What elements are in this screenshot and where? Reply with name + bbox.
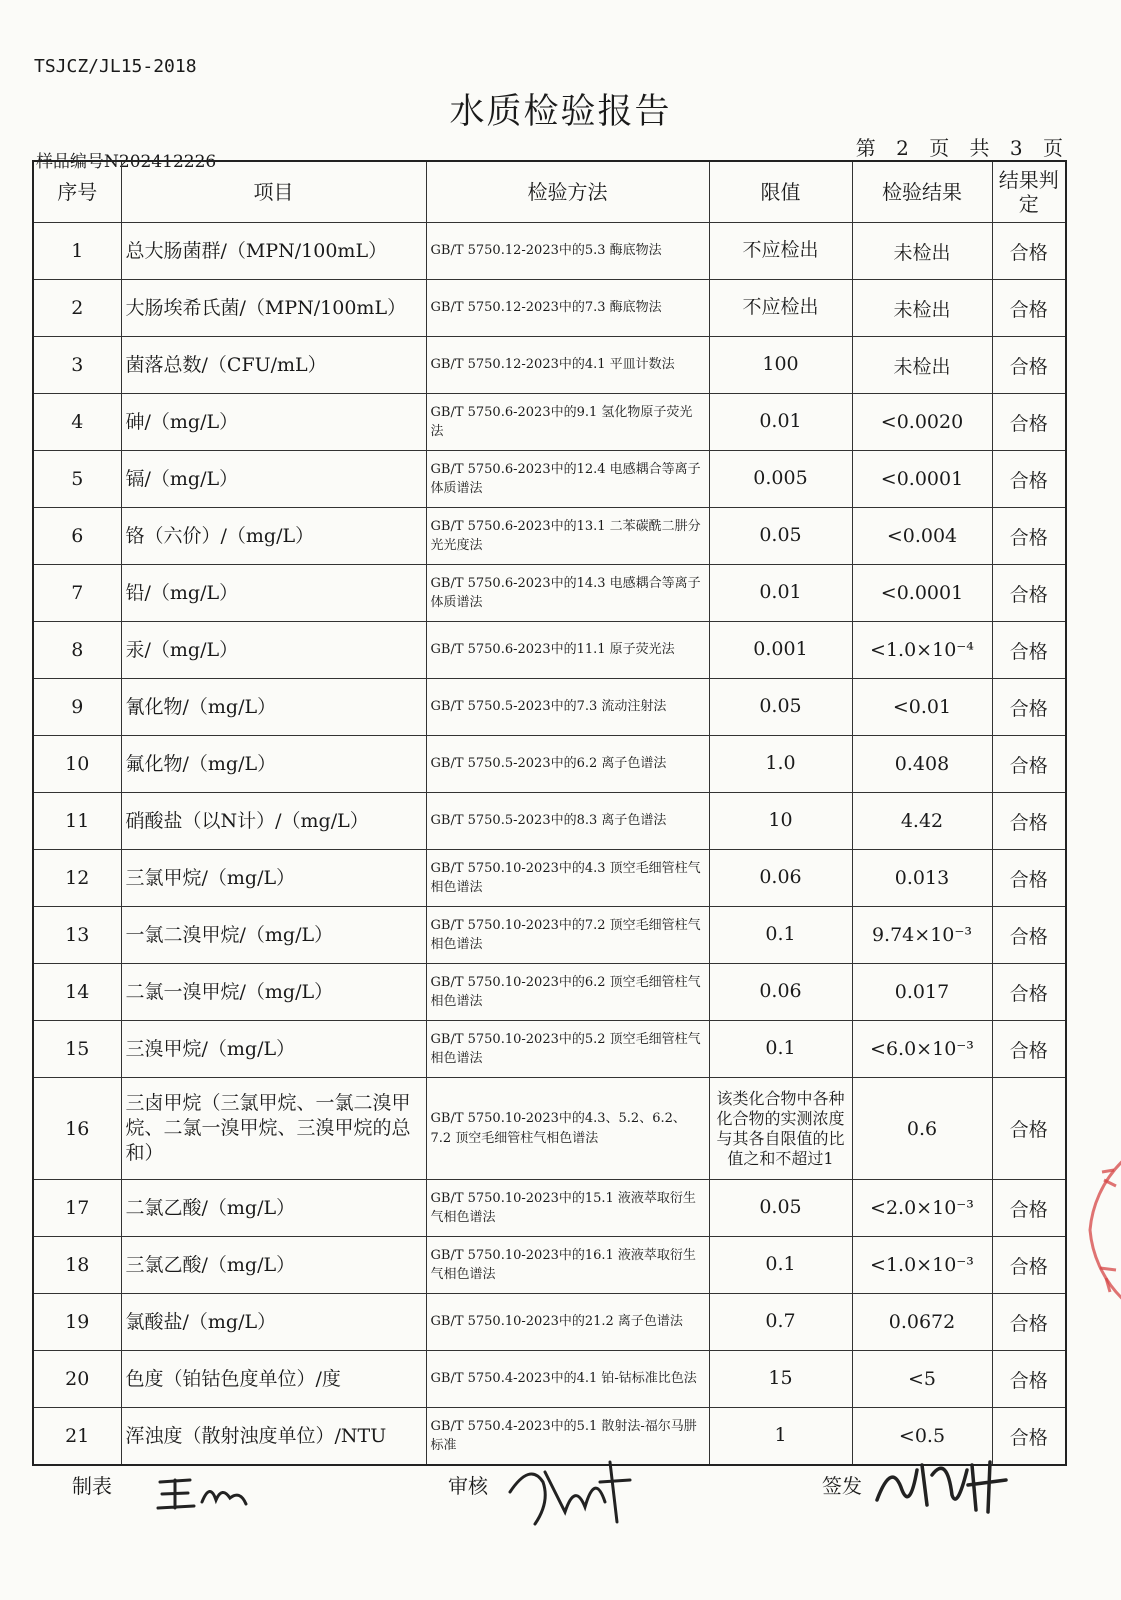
- row-result: 0.013: [852, 850, 992, 907]
- row-limit: 0.05: [709, 679, 852, 736]
- row-limit: 0.005: [709, 451, 852, 508]
- report-title: 水质检验报告: [449, 92, 672, 132]
- row-limit: 0.05: [709, 1180, 852, 1237]
- row-method: GB/T 5750.10-2023中的21.2 离子色谱法: [426, 1294, 709, 1351]
- row-number: 6: [33, 508, 121, 565]
- row-item: 三氯乙酸/（mg/L）: [121, 1237, 426, 1294]
- table-row: [33, 1180, 1066, 1237]
- row-verdict: 合格: [992, 1351, 1066, 1408]
- row-method: GB/T 5750.6-2023中的14.3 电感耦合等离子体质谱法: [426, 565, 709, 622]
- row-number: 16: [33, 1078, 121, 1180]
- row-item: 氟化物/（mg/L）: [121, 736, 426, 793]
- table-body: [33, 223, 1066, 1466]
- table-row: [33, 1021, 1066, 1078]
- official-stamp: [1080, 1120, 1121, 1340]
- row-method: GB/T 5750.10-2023中的5.2 顶空毛细管柱气相色谱法: [426, 1021, 709, 1078]
- row-item: 二氯乙酸/（mg/L）: [121, 1180, 426, 1237]
- row-item: 砷/（mg/L）: [121, 394, 426, 451]
- row-limit: 0.01: [709, 565, 852, 622]
- row-result: <0.0001: [852, 451, 992, 508]
- header-method: 检验方法: [426, 161, 709, 223]
- row-method: GB/T 5750.6-2023中的11.1 原子荧光法: [426, 622, 709, 679]
- header-verdict: 结果判定: [992, 161, 1066, 223]
- table-row: [33, 1294, 1066, 1351]
- row-verdict: 合格: [992, 451, 1066, 508]
- row-item: 浑浊度（散射浊度单位）/NTU: [121, 1408, 426, 1466]
- table-row: [33, 508, 1066, 565]
- row-item: 硝酸盐（以N计）/（mg/L）: [121, 793, 426, 850]
- row-limit: 不应检出: [709, 223, 852, 280]
- row-verdict: 合格: [992, 622, 1066, 679]
- row-item: 菌落总数/（CFU/mL）: [121, 337, 426, 394]
- row-result: <0.01: [852, 679, 992, 736]
- row-limit: 1: [709, 1408, 852, 1466]
- row-result: <0.004: [852, 508, 992, 565]
- row-method: GB/T 5750.5-2023中的6.2 离子色谱法: [426, 736, 709, 793]
- row-method: GB/T 5750.5-2023中的8.3 离子色谱法: [426, 793, 709, 850]
- row-item: 三溴甲烷/（mg/L）: [121, 1021, 426, 1078]
- row-number: 4: [33, 394, 121, 451]
- row-method: GB/T 5750.6-2023中的9.1 氢化物原子荧光法: [426, 394, 709, 451]
- row-method: GB/T 5750.12-2023中的7.3 酶底物法: [426, 280, 709, 337]
- row-verdict: 合格: [992, 1078, 1066, 1180]
- row-number: 7: [33, 565, 121, 622]
- row-number: 18: [33, 1237, 121, 1294]
- row-limit: 0.05: [709, 508, 852, 565]
- row-limit: 0.06: [709, 964, 852, 1021]
- row-number: 15: [33, 1021, 121, 1078]
- header-no: 序号: [33, 161, 121, 223]
- row-limit: 不应检出: [709, 280, 852, 337]
- row-number: 17: [33, 1180, 121, 1237]
- row-limit: 10: [709, 793, 852, 850]
- row-method: GB/T 5750.10-2023中的6.2 顶空毛细管柱气相色谱法: [426, 964, 709, 1021]
- row-limit: 0.01: [709, 394, 852, 451]
- row-verdict: 合格: [992, 565, 1066, 622]
- row-item: 二氯一溴甲烷/（mg/L）: [121, 964, 426, 1021]
- row-number: 13: [33, 907, 121, 964]
- row-limit: 0.7: [709, 1294, 852, 1351]
- row-number: 8: [33, 622, 121, 679]
- prepared-by-label: 制表: [72, 1474, 112, 1498]
- table-row: [33, 1351, 1066, 1408]
- table-header-row: [33, 161, 1066, 223]
- table-row: [33, 907, 1066, 964]
- row-result: 0.408: [852, 736, 992, 793]
- sample-number: 样品编号N202412226: [36, 152, 217, 172]
- row-limit: 0.06: [709, 850, 852, 907]
- row-verdict: 合格: [992, 1180, 1066, 1237]
- row-result: <5: [852, 1351, 992, 1408]
- table-row: [33, 793, 1066, 850]
- row-limit: 0.001: [709, 622, 852, 679]
- row-item: 铅/（mg/L）: [121, 565, 426, 622]
- row-verdict: 合格: [992, 1021, 1066, 1078]
- row-number: 11: [33, 793, 121, 850]
- issuer-signature: [872, 1450, 1012, 1520]
- row-result: <1.0×10⁻⁴: [852, 622, 992, 679]
- table-row: [33, 850, 1066, 907]
- row-result: 4.42: [852, 793, 992, 850]
- table-row: [33, 394, 1066, 451]
- row-limit: 该类化合物中各种化合物的实测浓度与其各自限值的比值之和不超过1: [709, 1078, 852, 1180]
- row-method: GB/T 5750.10-2023中的16.1 液液萃取衍生气相色谱法: [426, 1237, 709, 1294]
- row-item: 氯酸盐/（mg/L）: [121, 1294, 426, 1351]
- reviewer-signature: [505, 1452, 635, 1532]
- row-item: 大肠埃希氏菌/（MPN/100mL）: [121, 280, 426, 337]
- row-number: 5: [33, 451, 121, 508]
- row-verdict: 合格: [992, 679, 1066, 736]
- row-method: GB/T 5750.6-2023中的13.1 二苯碳酰二肼分光光度法: [426, 508, 709, 565]
- table-row: [33, 679, 1066, 736]
- row-limit: 15: [709, 1351, 852, 1408]
- row-method: GB/T 5750.5-2023中的7.3 流动注射法: [426, 679, 709, 736]
- header-result: 检验结果: [852, 161, 992, 223]
- row-item: 镉/（mg/L）: [121, 451, 426, 508]
- row-method: GB/T 5750.6-2023中的12.4 电感耦合等离子体质谱法: [426, 451, 709, 508]
- row-result: <0.5: [852, 1408, 992, 1466]
- row-method: GB/T 5750.12-2023中的4.1 平皿计数法: [426, 337, 709, 394]
- row-verdict: 合格: [992, 337, 1066, 394]
- row-verdict: 合格: [992, 1237, 1066, 1294]
- row-result: 0.017: [852, 964, 992, 1021]
- row-verdict: 合格: [992, 1408, 1066, 1466]
- row-number: 21: [33, 1408, 121, 1466]
- row-verdict: 合格: [992, 964, 1066, 1021]
- row-limit: 0.1: [709, 1237, 852, 1294]
- row-limit: 0.1: [709, 907, 852, 964]
- row-item: 总大肠菌群/（MPN/100mL）: [121, 223, 426, 280]
- row-item: 汞/（mg/L）: [121, 622, 426, 679]
- table-row: [33, 223, 1066, 280]
- row-limit: 1.0: [709, 736, 852, 793]
- row-number: 1: [33, 223, 121, 280]
- row-result: 9.74×10⁻³: [852, 907, 992, 964]
- row-number: 3: [33, 337, 121, 394]
- row-result: 0.0672: [852, 1294, 992, 1351]
- results-table: [32, 160, 1067, 1466]
- table-row: [33, 736, 1066, 793]
- table-row: [33, 622, 1066, 679]
- header-limit: 限值: [709, 161, 852, 223]
- row-result: 未检出: [852, 223, 992, 280]
- row-verdict: 合格: [992, 223, 1066, 280]
- table-row: [33, 451, 1066, 508]
- row-verdict: 合格: [992, 736, 1066, 793]
- reviewed-by-label: 审核: [448, 1474, 488, 1498]
- row-method: GB/T 5750.10-2023中的4.3、5.2、6.2、7.2 顶空毛细管柱气相色谱法: [426, 1078, 709, 1180]
- row-number: 12: [33, 850, 121, 907]
- table-row: [33, 565, 1066, 622]
- page-indicator: 第 2 页 共 3 页: [855, 136, 1063, 160]
- row-verdict: 合格: [992, 793, 1066, 850]
- row-method: GB/T 5750.4-2023中的5.1 散射法-福尔马肼标准: [426, 1408, 709, 1466]
- row-result: <0.0020: [852, 394, 992, 451]
- table-row: [33, 1237, 1066, 1294]
- row-item: 铬（六价）/（mg/L）: [121, 508, 426, 565]
- row-result: <0.0001: [852, 565, 992, 622]
- row-result: <2.0×10⁻³: [852, 1180, 992, 1237]
- row-number: 20: [33, 1351, 121, 1408]
- row-method: GB/T 5750.10-2023中的4.3 顶空毛细管柱气相色谱法: [426, 850, 709, 907]
- row-verdict: 合格: [992, 508, 1066, 565]
- row-number: 10: [33, 736, 121, 793]
- row-item: 色度（铂钴色度单位）/度: [121, 1351, 426, 1408]
- row-method: GB/T 5750.10-2023中的15.1 液液萃取衍生气相色谱法: [426, 1180, 709, 1237]
- row-number: 9: [33, 679, 121, 736]
- row-number: 19: [33, 1294, 121, 1351]
- row-item: 一氯二溴甲烷/（mg/L）: [121, 907, 426, 964]
- row-method: GB/T 5750.4-2023中的4.1 铂-钴标准比色法: [426, 1351, 709, 1408]
- row-verdict: 合格: [992, 1294, 1066, 1351]
- row-result: 未检出: [852, 337, 992, 394]
- row-verdict: 合格: [992, 280, 1066, 337]
- row-verdict: 合格: [992, 850, 1066, 907]
- row-number: 14: [33, 964, 121, 1021]
- row-item: 三氯甲烷/（mg/L）: [121, 850, 426, 907]
- row-item: 氰化物/（mg/L）: [121, 679, 426, 736]
- row-verdict: 合格: [992, 907, 1066, 964]
- row-result: 0.6: [852, 1078, 992, 1180]
- row-result: <1.0×10⁻³: [852, 1237, 992, 1294]
- row-method: GB/T 5750.10-2023中的7.2 顶空毛细管柱气相色谱法: [426, 907, 709, 964]
- row-limit: 0.1: [709, 1021, 852, 1078]
- row-result: 未检出: [852, 280, 992, 337]
- table-row: [33, 1078, 1066, 1180]
- document-code: TSJCZ/JL15-2018: [34, 56, 197, 77]
- issued-by-label: 签发: [822, 1474, 862, 1498]
- table-row: [33, 337, 1066, 394]
- table-row: [33, 280, 1066, 337]
- header-item: 项目: [121, 161, 426, 223]
- prepared-signature: [150, 1460, 290, 1520]
- row-verdict: 合格: [992, 394, 1066, 451]
- row-method: GB/T 5750.12-2023中的5.3 酶底物法: [426, 223, 709, 280]
- row-limit: 100: [709, 337, 852, 394]
- table-row: [33, 964, 1066, 1021]
- row-number: 2: [33, 280, 121, 337]
- row-result: <6.0×10⁻³: [852, 1021, 992, 1078]
- row-item: 三卤甲烷（三氯甲烷、一氯二溴甲烷、二氯一溴甲烷、三溴甲烷的总和）: [121, 1078, 426, 1180]
